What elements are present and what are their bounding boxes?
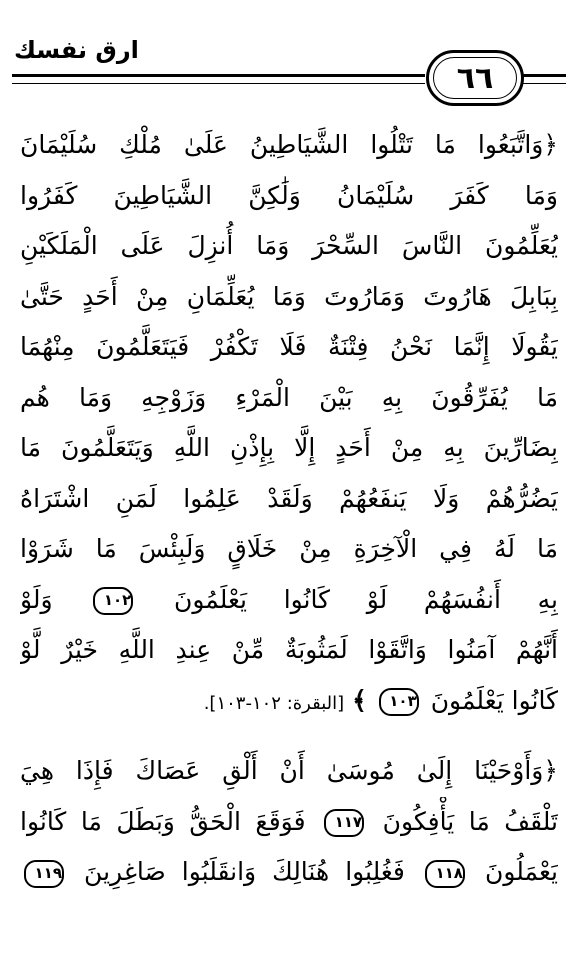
verse-text: وَلَوْ bbox=[20, 584, 53, 614]
page-header bbox=[0, 0, 578, 110]
verse-line: مَا لَهُ فِي الْآخِرَةِ مِنْ خَلَاقٍ وَلَبِئْسَ مَا شَرَوْا bbox=[20, 534, 558, 563]
page-number-badge bbox=[426, 50, 524, 106]
running-title: ارق نفسك bbox=[14, 36, 139, 64]
ayah-number-marker: ١١٧ bbox=[324, 809, 364, 837]
page-number: ٦٦ bbox=[456, 60, 494, 96]
page-body bbox=[20, 120, 558, 898]
ayah-number-marker: ١١٩ bbox=[24, 860, 64, 888]
verse-line bbox=[20, 847, 558, 898]
verse-text: فَوَقَعَ الْحَقُّ وَبَطَلَ مَا كَانُوا bbox=[20, 806, 306, 836]
ayah-number-marker: ١٠٢ bbox=[93, 587, 133, 615]
verse-line: يَضُرُّهُمْ وَلَا يَنفَعُهُمْ وَلَقَدْ عَلِمُوا لَمَنِ اشْتَرَاهُ bbox=[20, 483, 558, 513]
verse-line: يُعَلِّمُونَ النَّاسَ السِّحْرَ وَمَا أُنزِلَ عَلَى الْمَلَكَيْنِ bbox=[20, 231, 558, 260]
verse-line: بِبَابِلَ هَارُوتَ وَمَارُوتَ وَمَا يُعَلِّمَانِ مِنْ أَحَدٍ حَتَّىٰ bbox=[20, 281, 558, 311]
verse-line: ﴿وَاتَّبَعُوا مَا تَتْلُوا الشَّيَاطِينُ عَلَىٰ مُلْكِ سُلَيْمَانَ bbox=[20, 130, 558, 159]
verse-text: بِهِ أَنفُسَهُمْ لَوْ كَانُوا يَعْلَمُونَ bbox=[173, 584, 558, 614]
citation-reference: [البقرة: ١٠٢-١٠٣]. bbox=[203, 692, 345, 714]
closing-bracket: ﴾ bbox=[352, 685, 367, 715]
verse-line: وَمَا كَفَرَ سُلَيْمَانُ وَلَٰكِنَّ الشَّيَاطِينَ كَفَرُوا bbox=[20, 180, 558, 210]
verse-text: فَغُلِبُوا هُنَالِكَ وَانقَلَبُوا صَاغِرِينَ bbox=[84, 857, 405, 886]
ayah-number-marker: ١١٨ bbox=[425, 860, 465, 888]
verse-text: كَانُوا يَعْلَمُونَ bbox=[430, 685, 558, 715]
verse-line: ﴿وَأَوْحَيْنَا إِلَىٰ مُوسَىٰ أَنْ أَلْقِ عَصَاكَ فَإِذَا هِيَ bbox=[20, 756, 558, 785]
verse-line: مَا يُفَرِّقُونَ بِهِ بَيْنَ الْمَرْءِ وَزَوْجِهِ وَمَا هُم bbox=[20, 382, 558, 412]
verse-text: يَعْمَلُونَ bbox=[484, 857, 558, 886]
verse-line: أَنَّهُمْ آمَنُوا وَاتَّقَوْا لَمَثُوبَةٌ مِّنْ عِندِ اللَّهِ خَيْرٌ لَّوْ bbox=[20, 635, 558, 664]
verse-line bbox=[20, 676, 558, 727]
ayah-number-marker: ١٠٣ bbox=[379, 688, 419, 716]
verse-line bbox=[20, 575, 558, 626]
header-rule-right bbox=[518, 74, 566, 84]
verse-line bbox=[20, 797, 558, 848]
verse-line: يَقُولَا إِنَّمَا نَحْنُ فِتْنَةٌ فَلَا تَكْفُرْ فَيَتَعَلَّمُونَ مِنْهُمَا bbox=[20, 332, 558, 361]
verse-text: تَلْقَفُ مَا يَأْفِكُونَ bbox=[382, 806, 558, 836]
header-rule bbox=[12, 74, 425, 84]
verse-line: بِضَارِّينَ بِهِ مِنْ أَحَدٍ إِلَّا بِإِذْنِ اللَّهِ وَيَتَعَلَّمُونَ مَا bbox=[20, 433, 558, 462]
passage-gap bbox=[20, 726, 558, 746]
